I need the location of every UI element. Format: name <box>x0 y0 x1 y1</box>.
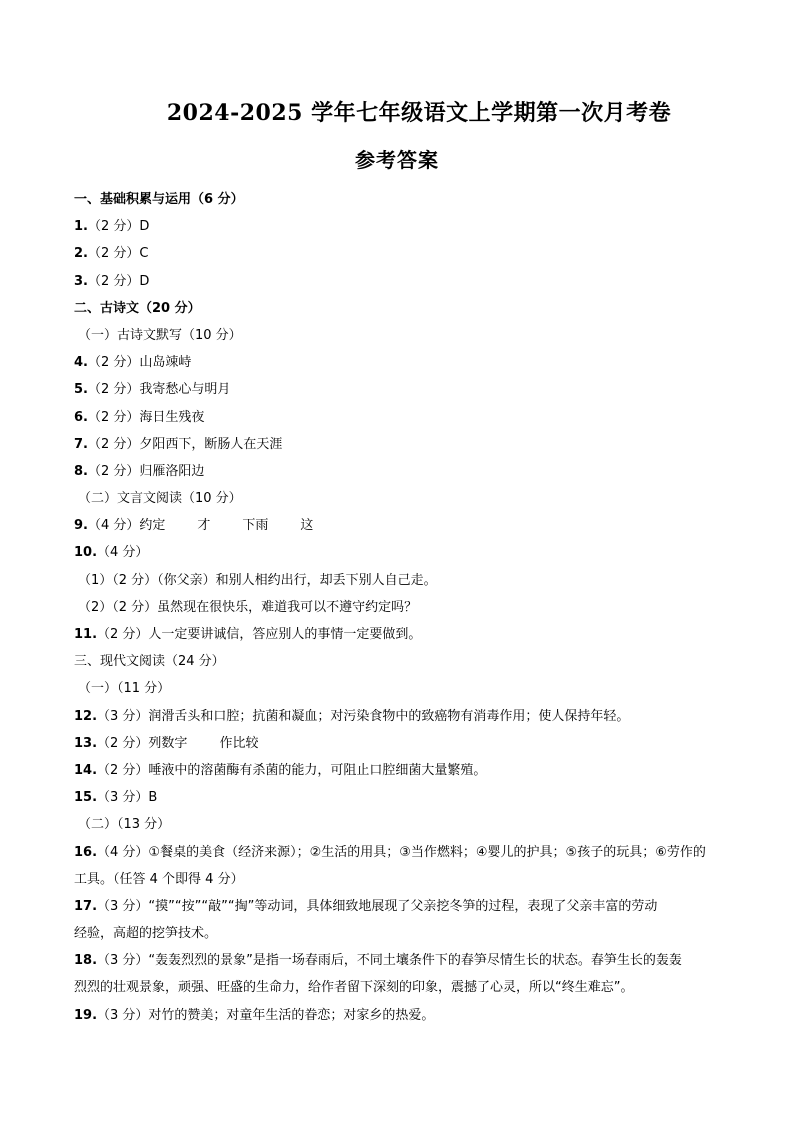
question-number: 9. <box>74 518 88 534</box>
answer-q5 <box>74 376 724 403</box>
answer-q10-part1: （1）（2 分）（你父亲）和别人相约出行，却丢下别人自己走。 <box>78 572 437 588</box>
answer-text: （3 分）对竹的赞美；对童年生活的眷恋；对家乡的热爱。 <box>97 1007 435 1023</box>
answer-text: （2 分）海日生残夜 <box>87 409 205 425</box>
question-number: 8. <box>74 463 88 479</box>
subsection-heading-dictation: （一）古诗文默写（10 分） <box>78 327 242 343</box>
answer-q11 <box>74 621 724 648</box>
answer-q8 <box>74 458 724 485</box>
question-number: 4. <box>74 355 88 371</box>
answer-q4 <box>74 349 724 376</box>
answer-q7 <box>74 431 724 458</box>
answer-text: （2 分）山岛竦峙 <box>87 355 192 371</box>
answer-text: （4 分）约定 <box>87 518 166 534</box>
answer-q13 <box>74 730 724 757</box>
answer-q18-cont: 烈烈的壮观景象，顽强、旺盛的生命力，给作者留下深刻的印象，震撼了心灵，所以“终生难忘”。 <box>74 980 634 996</box>
answer-q15 <box>74 784 724 811</box>
answer-q19 <box>74 1002 724 1029</box>
answer-part-2: 作比较 <box>219 735 259 751</box>
question-number: 1. <box>74 219 88 235</box>
answer-text: （2 分）夕阳西下，断肠人在天涯 <box>87 436 283 452</box>
answer-text: （2 分）C <box>87 246 149 262</box>
question-number: 19. <box>74 1007 98 1023</box>
question-number: 14. <box>74 762 98 778</box>
question-number: 2. <box>74 246 88 262</box>
answer-text: （2 分）唾液中的溶菌酶有杀菌的能力，可阻止口腔细菌大量繁殖。 <box>97 762 487 778</box>
question-number: 11. <box>74 627 98 642</box>
answer-q6 <box>74 404 724 431</box>
question-number: 7. <box>74 436 88 452</box>
answer-q17-cont: 经验，高超的挖笋技术。 <box>74 926 218 942</box>
question-number: 17. <box>74 898 98 914</box>
page-subtitle: 参考答案 <box>355 148 439 172</box>
answer-part-2: 才 <box>197 518 211 534</box>
answer-q18 <box>74 947 724 974</box>
answer-q12 <box>74 703 724 730</box>
answer-q1 <box>74 213 724 240</box>
section-heading-poetry: 二、古诗文（20 分） <box>74 300 201 316</box>
answer-part-4: 这 <box>300 518 314 534</box>
answer-q16 <box>74 839 724 866</box>
answer-text: （4 分）①餐桌的美食（经济来源）；②生活的用具；③当作燃料；④婴儿的护具；⑤孩子的玩具；⑥劳作的 <box>97 844 706 860</box>
answer-q10-part2: （2）（2 分）虽然现在很快乐，难道我可以不遵守约定吗？ <box>78 599 418 615</box>
question-number: 18. <box>74 953 98 969</box>
subsection-heading-classical: （二）文言文阅读（10 分） <box>78 491 242 507</box>
subsection-heading-text1: （一）（11 分） <box>78 681 171 697</box>
section-heading-modern: 三、现代文阅读（24 分） <box>74 654 225 670</box>
question-number: 10. <box>74 545 98 561</box>
answer-q14 <box>74 757 724 784</box>
answer-part-3: 下雨 <box>242 518 269 534</box>
answer-q9 <box>74 512 724 539</box>
question-number: 13. <box>74 735 98 751</box>
question-number: 12. <box>74 708 98 724</box>
answer-text: （3 分）“轰轰烈烈的景象”是指一场春雨后，不同土壤条件下的春笋尽情生长的状态。春笋生长的轰轰 <box>97 953 682 969</box>
question-number: 15. <box>74 790 98 806</box>
answer-text: （2 分）我寄愁心与明月 <box>87 382 231 398</box>
question-number: 6. <box>74 409 88 425</box>
answer-text: （2 分）列数字 <box>97 735 188 751</box>
page-title: 2024-2025 学年七年级语文上学期第一次月考卷 <box>166 100 672 126</box>
answer-text: （3 分）润滑舌头和口腔；抗菌和凝血；对污染食物中的致癌物有消毒作用；使人保持年轻。 <box>97 708 630 724</box>
answer-q17 <box>74 893 724 920</box>
answer-text: （2 分）归雁洛阳边 <box>87 463 205 479</box>
subsection-heading-text2: （二）（13 分） <box>78 817 171 833</box>
answer-q2 <box>74 240 724 267</box>
answer-q16-cont: 工具。（任答 4 个即得 4 分） <box>74 871 244 887</box>
answer-content <box>74 186 724 1029</box>
answer-q10 <box>74 539 724 566</box>
section-heading-basic: 一、基础积累与运用（6 分） <box>74 192 244 207</box>
answer-text: （2 分）人一定要讲诚信，答应别人的事情一定要做到。 <box>97 627 422 642</box>
question-number: 3. <box>74 273 88 289</box>
question-number: 16. <box>74 844 98 860</box>
answer-text: （3 分）B <box>97 790 158 806</box>
answer-text: （2 分）D <box>87 273 150 289</box>
answer-text: （4 分） <box>97 545 149 561</box>
question-number: 5. <box>74 382 88 398</box>
answer-text: （3 分）“摸”“按”“敲”“掏”等动词，具体细致地展现了父亲挖冬笋的过程，表现了父亲丰富的劳动 <box>97 898 658 914</box>
answer-q3 <box>74 268 724 295</box>
answer-text: （2 分）D <box>87 219 150 235</box>
